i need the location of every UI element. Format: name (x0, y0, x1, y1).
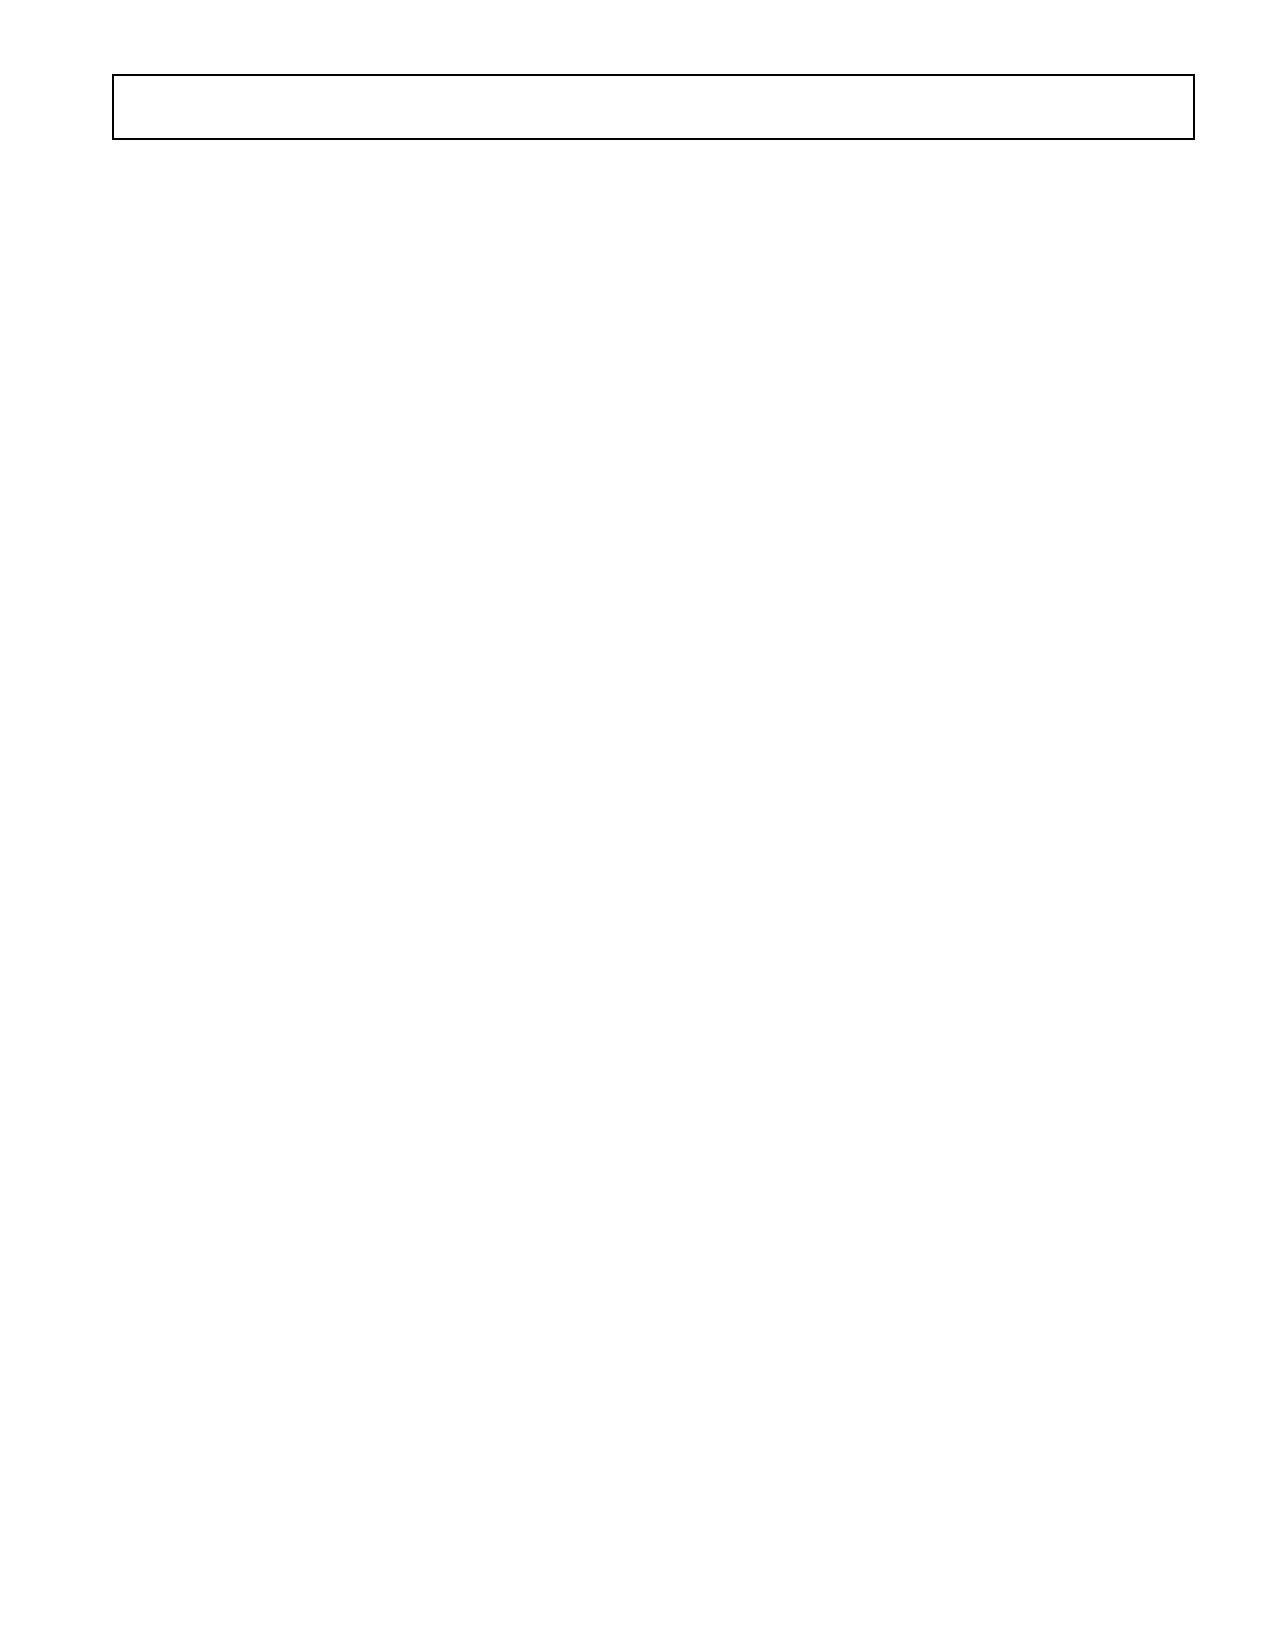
timing-diagram (0, 0, 1275, 600)
